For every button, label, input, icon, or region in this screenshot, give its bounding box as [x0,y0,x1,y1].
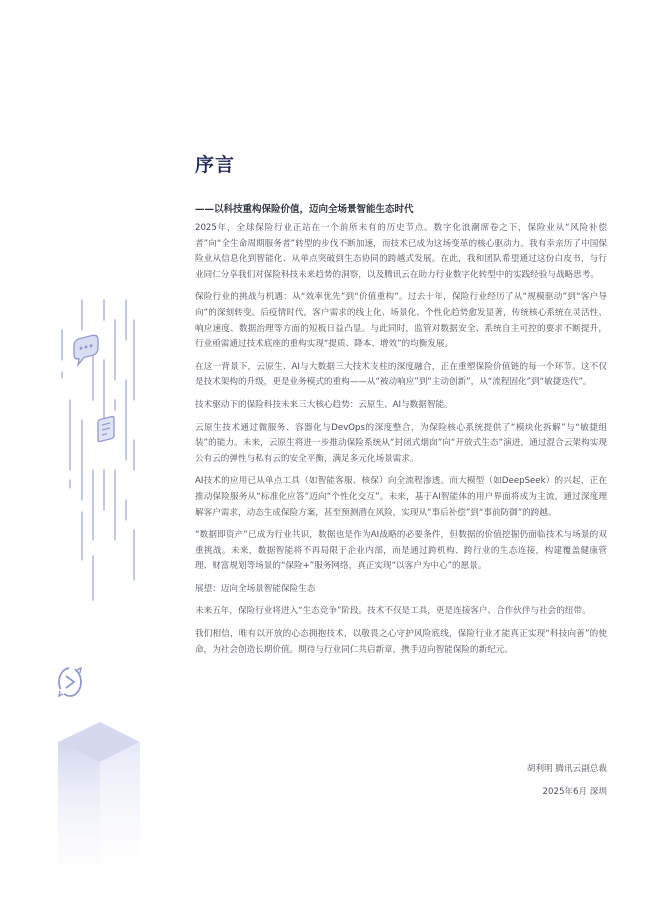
page-title: 序言 [195,154,236,176]
paragraph: 保险行业的挑战与机遇：从“效率优先”到“价值重构”。过去十年，保险行业经历了从“规模驱动”到“客户导向”的深刻转变。后疫情时代，客户需求的线上化、场景化、个性化趋势愈发显著，传统核心系统在灵活性、响应速度、数据治理等方面的短板日益凸显。与此同时，监管对数据安全、系统自主可控的要求不断提升，行业亟需通过技术底座的重构实现“提质、降本、增效”的均衡发展。 [195,292,607,350]
paragraph: 在这一背景下，云原生、AI与大数据三大技术支柱的深度融合，正在重塑保险价值链的每一个环节。这不仅是技术架构的升级，更是业务模式的重构——从“被动响应”到“主动创新”，从“流程固化”到“敏捷迭代”。 [195,361,607,388]
chat-bubble-icon [74,334,98,366]
refresh-cycle-icon [59,668,81,696]
preface-body [195,221,607,665]
paragraph: 我们相信，唯有以开放的心态拥抱技术，以敬畏之心守护风险底线，保险行业才能真正实现“科技向善”的使命，为社会创造长期价值。期待与行业同仁共启新章，携手迈向智能保险的新纪元。 [195,629,607,655]
decorative-artwork [0,0,180,898]
paragraph: 2025年，全球保险行业正站在一个前所未有的历史节点。数字化浪潮席卷之下，保险业从“风险补偿者”向“全生命周期服务者”转型的步伐不断加速，而技术已成为这场变革的核心驱动力。我有幸亲历了中国保险业从信息化到智能化、从单点突破到生态协同的跨越式发展。在此，我和团队希望通过这份白皮书，与行业同仁分享我们对保险科技未来趋势的洞察，以及腾讯云在助力行业数字化转型中的实践经验与战略思考。 [195,223,607,280]
paragraph: 技术驱动下的保险科技未来三大核心趋势：云原生、AI与数据智能。 [195,399,453,410]
paragraph: 未来五年，保险行业将进入“生态竞争”阶段。技术不仅是工具，更是连接客户、合作伙伴与社会的纽带。 [195,606,591,617]
paragraph: AI技术的应用已从单点工具（如智能客服、核保）向全流程渗透。而大模型（如DeepSeek）的兴起，正在推动保险服务从“标准化应答”迈向“个性化交互”。未来，基于AI智能体的用户界面将成为主流，通过深度理解客户需求，动态生成保险方案，甚至预测潜在风险，实现从“事后补偿”到“事前防御”的跨越。 [195,476,607,518]
signature: 胡利明 腾讯云副总裁 [526,764,607,774]
signature-date: 2025年6月 深圳 [542,787,607,797]
section-heading: 展望：迈向全场景智能保险生态 [195,583,316,594]
paragraph: 云原生技术通过微服务、容器化与DevOps的深度整合，为保险核心系统提供了“模块化拆解”与“敏捷组装”的能力。未来，云原生将进一步推动保险系统从“封闭式烟囱”向“开放式生态”演进，通过混合云架构实现公有云的弹性与私有云的安全平衡，满足多元化场景需求。 [195,422,607,464]
paragraph: “数据即资产”已成为行业共识，数据也是作为AI战略的必要条件，但数据的价值挖掘仍面临技术与场景的双重挑战。未来，数据智能将不再局限于企业内部，而是通过跨机构、跨行业的生态连接，构建覆盖健康管理、财富规划等场景的“保险+”服务网络，真正实现“以客户为中心”的愿景。 [195,530,607,572]
cube-pillar [58,722,140,898]
preface-subtitle: ——以科技重构保险价值，迈向全场景智能生态时代 [195,204,414,215]
document-icon [98,416,114,442]
